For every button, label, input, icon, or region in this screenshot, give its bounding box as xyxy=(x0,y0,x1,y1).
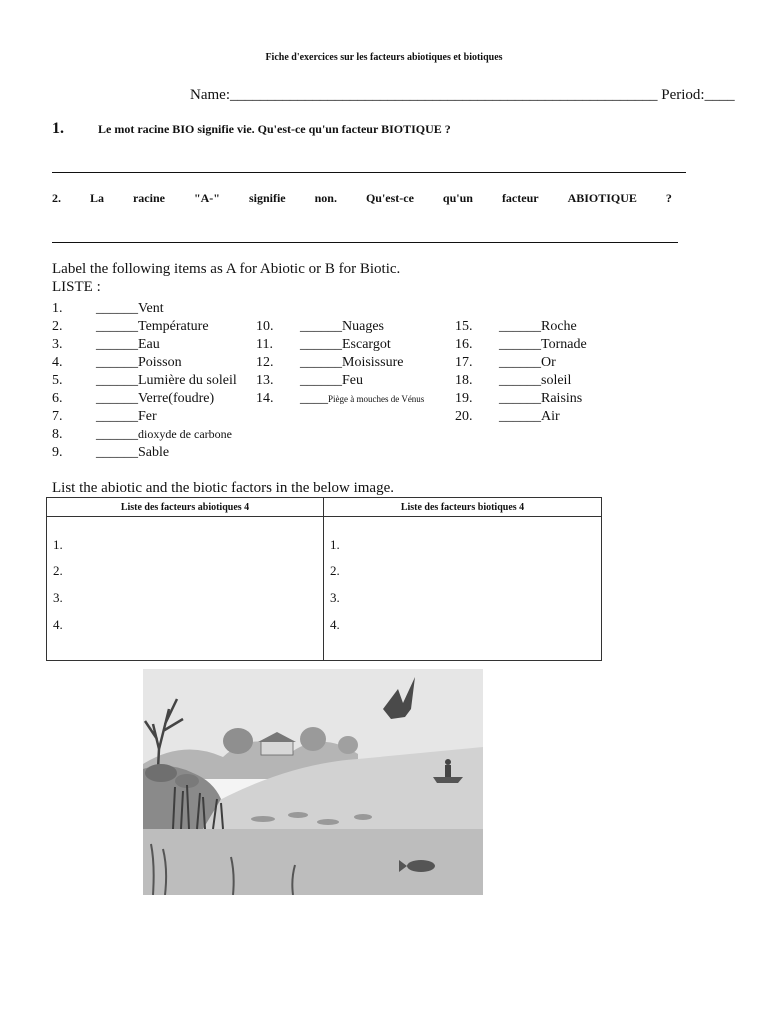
worksheet-title: Fiche d'exercices sur les facteurs abiotiques et biotiques xyxy=(265,52,503,63)
item-label: Piège à mouches de Vénus xyxy=(328,394,425,404)
blank-line: ______ xyxy=(499,373,541,388)
blank-line: ______ xyxy=(96,301,138,316)
question-1-text: Le mot racine BIO signifie vie. Qu'est-ce qu'un facteur BIOTIQUE ? xyxy=(98,122,451,136)
biotic-answer-cell[interactable] xyxy=(324,517,602,661)
liste-label: LISTE : xyxy=(52,279,101,295)
blank-line: ____ xyxy=(300,391,328,406)
question-2-text xyxy=(52,191,672,206)
blank-line: ______ xyxy=(96,409,138,424)
item-number: 19. xyxy=(455,391,473,406)
answer-line-1 xyxy=(52,172,686,173)
item-number: 5. xyxy=(52,373,63,388)
tree xyxy=(223,728,253,754)
item-number: 13. xyxy=(256,373,274,388)
answer-blank[interactable] xyxy=(499,319,577,335)
item-number: 9. xyxy=(52,445,63,460)
answer-blank[interactable] xyxy=(96,319,209,335)
underwater xyxy=(143,829,483,895)
item-number: 18. xyxy=(455,373,473,388)
blank-line: ______ xyxy=(499,391,541,406)
blank-line: ______ xyxy=(96,337,138,352)
ecosystem-illustration xyxy=(143,669,483,895)
abiotic-answer-cell[interactable] xyxy=(47,517,324,661)
blank-line: ______ xyxy=(300,337,342,352)
item-label: Eau xyxy=(138,337,160,352)
item-label: Lumière du soleil xyxy=(138,373,237,388)
blank-line: ______ xyxy=(96,373,138,388)
answer-blank[interactable] xyxy=(96,337,160,353)
item-label: Tornade xyxy=(541,337,587,352)
item-label: Moisissure xyxy=(342,355,404,370)
q2-word: qu'un xyxy=(442,191,473,205)
item-number: 17. xyxy=(455,355,473,370)
item-number: 6. xyxy=(52,391,63,406)
q2-word: racine xyxy=(132,191,165,205)
tree xyxy=(300,727,326,751)
abiotic-row-1: 1. xyxy=(53,537,63,552)
item-label: Nuages xyxy=(342,319,384,334)
q2-word: La xyxy=(89,191,104,205)
label-instruction: Label the following items as A for Abiotic or B for Biotic. xyxy=(52,261,401,277)
q2-word: 2. xyxy=(52,191,61,205)
blank-line: ______ xyxy=(300,355,342,370)
biotic-row-4: 4. xyxy=(330,617,340,632)
item-number: 7. xyxy=(52,409,63,424)
abiotic-row-3: 3. xyxy=(53,590,63,605)
answer-blank[interactable] xyxy=(300,337,391,353)
blank-line: ______ xyxy=(96,445,138,460)
answer-blank[interactable] xyxy=(300,373,363,389)
answer-blank[interactable] xyxy=(96,427,232,443)
blank-line: ______ xyxy=(96,355,138,370)
blank-line: ______ xyxy=(300,373,342,388)
blank-line: ______ xyxy=(499,319,541,334)
item-number: 2. xyxy=(52,319,63,334)
item-number: 12. xyxy=(256,355,274,370)
item-number: 10. xyxy=(256,319,274,334)
q2-word: ? xyxy=(665,191,672,205)
blank-line: ______ xyxy=(96,391,138,406)
item-label: Escargot xyxy=(342,337,391,352)
answer-blank[interactable] xyxy=(96,409,157,425)
answer-blank[interactable] xyxy=(300,355,403,371)
item-label: Température xyxy=(138,319,209,334)
boat xyxy=(433,777,463,783)
factors-table xyxy=(46,497,602,661)
answer-blank[interactable] xyxy=(96,391,214,407)
lily-pad xyxy=(354,814,372,820)
item-label: Poisson xyxy=(138,355,182,370)
item-number: 3. xyxy=(52,337,63,352)
answer-blank[interactable] xyxy=(499,373,571,389)
answer-blank[interactable] xyxy=(96,355,182,371)
question-1-number: 1. xyxy=(52,120,64,137)
item-number: 14. xyxy=(256,391,274,406)
answer-blank[interactable] xyxy=(499,391,582,407)
q2-word: facteur xyxy=(501,191,539,205)
item-label: Vent xyxy=(138,301,164,316)
fish xyxy=(407,860,435,872)
item-label: dioxyde de carbone xyxy=(138,427,232,441)
blank-line: ______ xyxy=(96,427,138,442)
blank-line: ______ xyxy=(499,409,541,424)
lily-pad xyxy=(251,816,275,822)
answer-blank[interactable] xyxy=(499,337,587,353)
lily-pad xyxy=(288,812,308,818)
item-number: 1. xyxy=(52,301,63,316)
blank-line: ______ xyxy=(499,355,541,370)
house xyxy=(261,741,293,755)
answer-blank[interactable] xyxy=(300,391,424,407)
item-label: Fer xyxy=(138,409,157,424)
blank-line: ______ xyxy=(499,337,541,352)
item-label: Roche xyxy=(541,319,577,334)
item-number: 4. xyxy=(52,355,63,370)
answer-blank[interactable] xyxy=(96,301,164,317)
rock xyxy=(145,764,177,782)
item-label: soleil xyxy=(541,373,572,388)
abiotic-row-2: 2. xyxy=(53,563,63,578)
biotic-row-1: 1. xyxy=(330,537,340,552)
item-label: Raisins xyxy=(541,391,583,406)
q2-word: "A-" xyxy=(193,191,220,205)
q2-word: non. xyxy=(314,191,337,205)
lily-pad xyxy=(317,819,339,825)
item-label: Feu xyxy=(342,373,363,388)
abiotic-header: Liste des facteurs abiotiques 4 xyxy=(47,498,324,517)
blank-line: ______ xyxy=(96,319,138,334)
abiotic-row-4: 4. xyxy=(53,617,63,632)
fisherman-head xyxy=(445,759,451,765)
item-label: Or xyxy=(541,355,556,370)
q2-word: Qu'est-ce xyxy=(365,191,414,205)
answer-blank[interactable] xyxy=(499,409,560,425)
blank-line: ______ xyxy=(300,319,342,334)
list-instruction: List the abiotic and the biotic factors in the below image. xyxy=(52,480,394,496)
answer-blank[interactable] xyxy=(499,355,556,371)
item-number: 15. xyxy=(455,319,473,334)
answer-blank[interactable] xyxy=(96,373,237,389)
biotic-row-2: 2. xyxy=(330,563,340,578)
answer-line-2 xyxy=(52,242,678,243)
biotic-header: Liste des facteurs biotiques 4 xyxy=(324,498,602,517)
item-number: 20. xyxy=(455,409,473,424)
item-number: 16. xyxy=(455,337,473,352)
item-number: 8. xyxy=(52,427,63,442)
name-period-line: Name:_________________________________________________________ Period:____ xyxy=(190,87,735,103)
q2-word: ABIOTIQUE xyxy=(567,191,637,205)
item-label: Verre(foudre) xyxy=(138,391,215,406)
biotic-row-3: 3. xyxy=(330,590,340,605)
tree xyxy=(338,736,358,754)
item-label: Sable xyxy=(138,445,170,460)
q2-word: signifie xyxy=(248,191,286,205)
fisherman xyxy=(445,765,451,777)
answer-blank[interactable] xyxy=(300,319,384,335)
item-label: Air xyxy=(541,409,560,424)
answer-blank[interactable] xyxy=(96,445,169,461)
item-number: 11. xyxy=(256,337,273,352)
